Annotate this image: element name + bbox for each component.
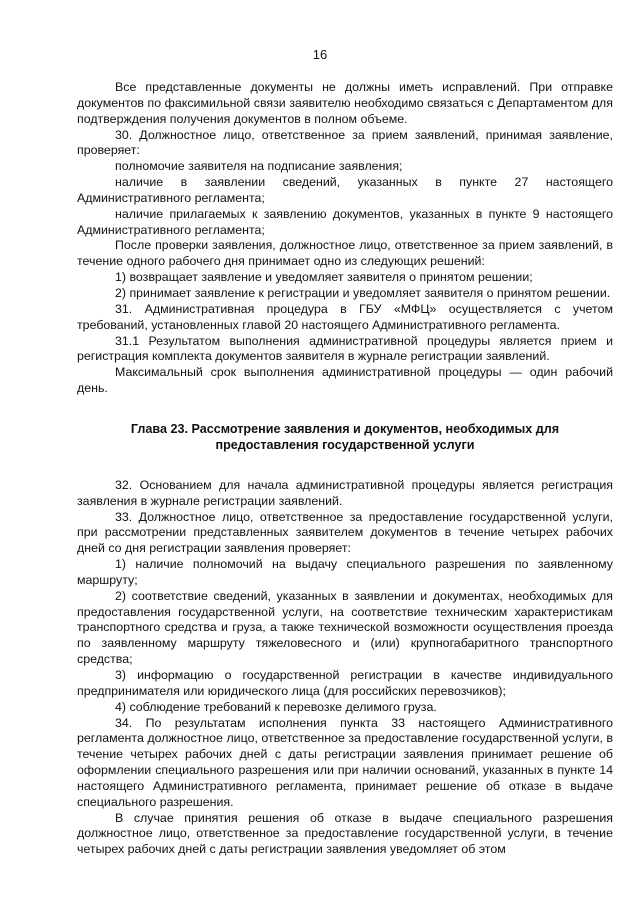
paragraph: полномочие заявителя на подписание заявления; — [115, 159, 403, 174]
paragraph: 30. Должностное лицо, ответственное за прием заявлений, принимая заявление, проверяет: — [77, 127, 613, 158]
paragraph: 2) соответствие сведений, указанных в заявлении и документах, необходимых для предоставления государственной услуги, на соответствие техническим характеристикам транспортного средства и груза, а также технической возможности осуществления проезда по заявленному маршруту тяжеловесного и (или) крупногабаритного транспортного средства; — [77, 588, 613, 667]
paragraph: 32. Основанием для начала административной процедуры является регистрация заявления в журнале регистрации заявлений. — [77, 477, 613, 508]
paragraph: 31.1 Результатом выполнения административной процедуры является прием и регистрация комплекта документов заявителя в журнале регистрации заявлений. — [77, 333, 613, 364]
paragraph: 4) соблюдение требований к перевозке делимого груза. — [115, 699, 437, 714]
paragraph: 1) наличие полномочий на выдачу специального разрешения по заявленному маршруту; — [77, 557, 613, 587]
paragraph: Максимальный срок выполнения административной процедуры — один рабочий день. — [77, 365, 613, 396]
paragraph: наличие в заявлении сведений, указанных в пункте 27 настоящего Административного регламента; — [77, 175, 613, 205]
document-body — [77, 80, 613, 858]
paragraph: 3) информацию о государственной регистрации в качестве индивидуального предпринимателя или юридического лица (для российских перевозчиков); — [77, 668, 613, 698]
paragraph: 34. По результатам исполнения пункта 33 настоящего Административного регламента должностное лицо, ответственное за предоставление государственной услуги, в течение четырех рабочих дней с даты регистрации заявления принимает решение об оформлении специального разрешения или при наличии оснований, указанных в пункте 14 настоящего Административного регламента, принимает решение об отказе в выдаче специального разрешения. — [77, 715, 613, 809]
paragraph: 1) возвращает заявление и уведомляет заявителя о принятом решении; — [115, 270, 533, 285]
paragraph: 2) принимает заявление к регистрации и уведомляет заявителя о принятом решении. — [115, 285, 611, 300]
paragraph: 31. Административная процедура в ГБУ «МФЦ» осуществляется с учетом требований, установленных главой 20 настоящего Административного регламента. — [77, 301, 613, 332]
paragraph: В случае принятия решения об отказе в выдаче специального разрешения должностное лицо, ответственное за предоставление государственной услуги, в течение четырех рабочих дней с даты регистрации заявления уведомляет об этом — [77, 810, 613, 857]
paragraph: После проверки заявления, должностное лицо, ответственное за прием заявлений, в течение одного рабочего дня принимает одно из следующих решений: — [77, 238, 613, 269]
page-number: 16 — [312, 47, 328, 62]
paragraph: наличие прилагаемых к заявлению документов, указанных в пункте 9 настоящего Административного регламента; — [77, 206, 613, 237]
paragraph: Все представленные документы не должны иметь исправлений. При отправке документов по факсимильной связи заявителю необходимо связаться с Департаментом для подтверждения получения документов в полном объеме. — [77, 80, 613, 126]
paragraph: 33. Должностное лицо, ответственное за предоставление государственной услуги, при рассмотрении представленных заявителем документов в течение четырех рабочих дней со дня регистрации заявления проверяет: — [77, 509, 613, 556]
chapter-heading: Глава 23. Рассмотрение заявления и документов, необходимых для предоставления государственной услуги — [130, 421, 560, 452]
